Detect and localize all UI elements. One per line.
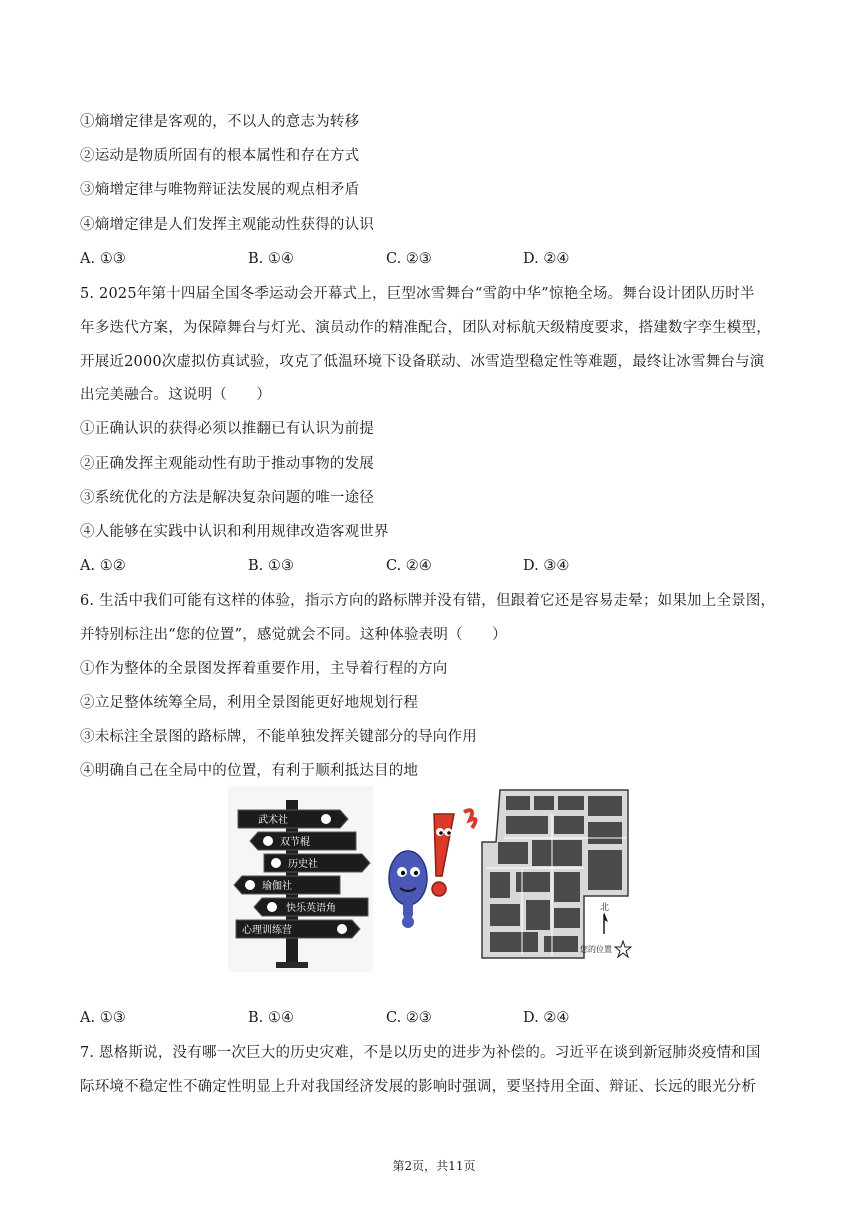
q6-option-b: B. ①④ [248, 1010, 294, 1026]
q5-stem-line-2: 年多迭代方案，为保障舞台与灯光、演员动作的精准配合，团队对标航天级精度要求，搭建数字孪生模型， [80, 320, 771, 336]
q4-statement-4: ④熵增定律是人们发挥主观能动性获得的认识 [80, 217, 374, 233]
q4-statement-1: ①熵增定律是客观的，不以人的意志为转移 [80, 114, 360, 130]
q4-option-c: C. ②③ [386, 251, 432, 267]
sign-board-1 [238, 810, 348, 828]
q6-statement-2: ②立足整体统筹全局，利用全景图能更好地规划行程 [80, 695, 419, 711]
q5-stem-line-4: 出完美融合。这说明（ ） [80, 387, 272, 403]
sign-label-1: 武术社 [258, 815, 288, 826]
q6-statement-1: ①作为整体的全景图发挥着重要作用，主导着行程的方向 [80, 661, 448, 677]
north-label: 北 [600, 903, 610, 913]
q5-statement-3: ③系统优化的方法是解决复杂问题的唯一途径 [80, 490, 374, 506]
q6-statement-4: ④明确自己在全局中的位置，有利于顺利抵达目的地 [80, 763, 419, 779]
q6-options [80, 1008, 800, 1028]
q5-option-b: B. ①③ [248, 558, 294, 574]
q6-option-c: C. ②③ [386, 1010, 432, 1026]
campus-map [482, 790, 640, 960]
q7-stem-line-1: 7. 恩格斯说，没有哪一次巨大的历史灾难，不是以历史的进步为补偿的。习近平在谈到新冠肺炎疫情和国 [80, 1045, 761, 1061]
q5-option-a: A. ①② [80, 558, 126, 574]
q4-options [80, 249, 800, 269]
q7-stem-line-2: 际环境不稳定性不确定性明显上升对我国经济发展的影响时强调，要坚持用全面、辩证、长远的眼光分析 [80, 1079, 757, 1095]
q5-statement-4: ④人能够在实践中认识和利用规律改造客观世界 [80, 524, 389, 540]
signpost-base [276, 962, 308, 968]
sign-label-4: 瑜伽社 [262, 881, 292, 892]
q5-statement-2: ②正确发挥主观能动性有助于推动事物的发展 [80, 456, 374, 472]
q5-options [80, 556, 800, 576]
sign-label-6: 心理训练营 [242, 925, 292, 936]
page-footer: 第2页，共11页 [392, 1159, 476, 1173]
q6-statement-3: ③未标注全景图的路标牌，不能单独发挥关键部分的导向作用 [80, 729, 477, 745]
q5-stem-line-3: 开展近2000次虚拟仿真试验，攻克了低温环境下设备联动、冰雪造型稳定性等难题，最终让冰雪舞台与演 [80, 354, 765, 370]
q6-option-a: A. ①③ [80, 1010, 126, 1026]
figure-illustration [228, 786, 640, 972]
q4-option-d: D. ②④ [523, 251, 570, 267]
exclamation-mark-icon [432, 810, 476, 896]
q6-stem-line-2: 并特别标注出“您的位置”，感觉就会不同。这种体验表明（ ） [80, 627, 507, 643]
q4-statement-3: ③熵增定律与唯物辩证法发展的观点相矛盾 [80, 182, 360, 198]
q5-option-c: C. ②④ [386, 558, 432, 574]
position-label: 您的位置 [580, 945, 612, 954]
q6-option-d: D. ②④ [523, 1010, 570, 1026]
q5-stem-line-1: 5. 2025年第十四届全国冬季运动会开幕式上，巨型冰雪舞台“雪韵中华”惊艳全场。舞台设计团队历时半 [80, 286, 755, 302]
q6-stem-line-1: 6. 生活中我们可能有这样的体验，指示方向的路标牌并没有错，但跟着它还是容易走晕；如果加上全景图， [80, 593, 776, 609]
q4-option-b: B. ①④ [248, 251, 294, 267]
q4-statement-2: ②运动是物质所固有的根本属性和存在方式 [80, 148, 360, 164]
sign-label-2: 双节棍 [280, 837, 310, 848]
q4-option-a: A. ①③ [80, 251, 126, 267]
q5-option-d: D. ③④ [523, 558, 570, 574]
q5-statement-1: ①正确认识的获得必须以推翻已有认识为前提 [80, 421, 374, 437]
sign-label-5: 快乐英语角 [286, 903, 336, 914]
signpost-map-figure [228, 786, 640, 972]
question-mark-icon [389, 851, 427, 928]
sign-label-3: 历史社 [288, 859, 318, 870]
